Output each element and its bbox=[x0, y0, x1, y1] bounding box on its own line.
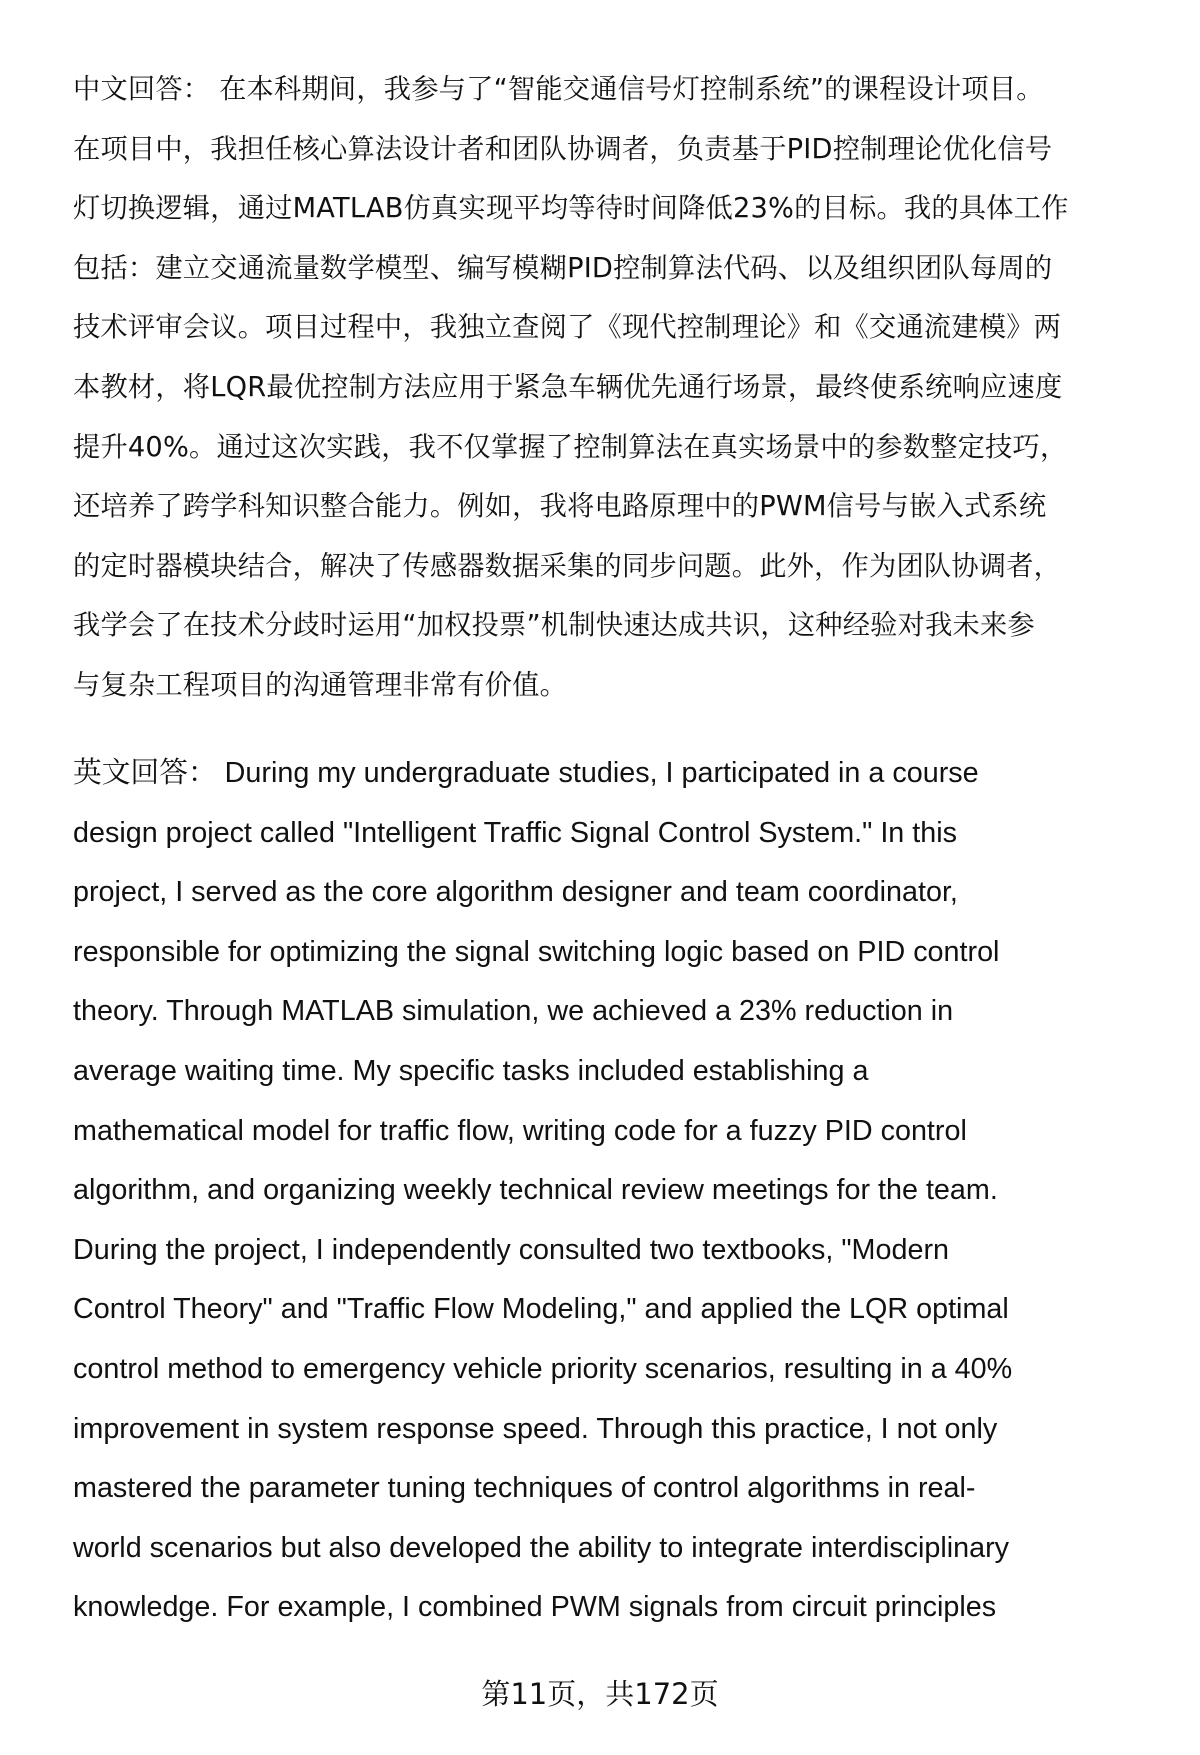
text-line: 我学会了在技术分歧时运用“加权投票”机制快速达成共识，这种经验对我未来参 bbox=[73, 609, 1035, 642]
text-line: 提升40%。通过这次实践，我不仅掌握了控制算法在真实场景中的参数整定技巧， bbox=[73, 430, 1068, 463]
text-line: algorithm, and organizing weekly technical review meetings for the team. bbox=[73, 1174, 998, 1207]
text-line: improvement in system response speed. Through this practice, I not only bbox=[73, 1412, 998, 1445]
text-line: theory. Through MATLAB simulation, we achieved a 23% reduction in bbox=[73, 995, 954, 1028]
text-line: Control Theory" and "Traffic Flow Modeling," and applied the LQR optimal bbox=[73, 1293, 1009, 1326]
text-line: 中文回答： 在本科期间，我参与了“智能交通信号灯控制系统”的课程设计项目。 bbox=[73, 73, 1044, 105]
text-line: knowledge. For example, I combined PWM signals from circuit principles bbox=[73, 1591, 997, 1624]
chinese-answer-paragraph bbox=[73, 60, 1173, 716]
text-line: control method to emergency vehicle priority scenarios, resulting in a 40% bbox=[73, 1352, 1013, 1385]
text-line: 的定时器模块结合，解决了传感器数据采集的同步问题。此外，作为团队协调者， bbox=[73, 549, 1062, 582]
text-line: 与复杂工程项目的沟通管理非常有价值。 bbox=[73, 668, 568, 701]
text-line: 包括：建立交通流量数学模型、编写模糊PID控制算法代码、以及组织团队每周的 bbox=[73, 251, 1053, 284]
text-line: responsible for optimizing the signal switching logic based on PID control bbox=[73, 935, 1000, 968]
text-line: project, I served as the core algorithm designer and team coordinator, bbox=[73, 876, 958, 909]
text-line: 还培养了跨学科知识整合能力。例如，我将电路原理中的PWM信号与嵌入式系统 bbox=[73, 490, 1047, 523]
text-line: 本教材，将LQR最优控制方法应用于紧急车辆优先通行场景，最终使系统响应速度 bbox=[73, 370, 1063, 403]
text-line: mastered the parameter tuning techniques of control algorithms in real- bbox=[73, 1472, 976, 1505]
english-answer-paragraph bbox=[73, 744, 1173, 1638]
text-line: 灯切换逻辑，通过MATLAB仿真实现平均等待时间降低23%的目标。我的具体工作 bbox=[73, 192, 1069, 225]
text-line: 技术评审会议。项目过程中，我独立查阅了《现代控制理论》和《交通流建模》两 bbox=[73, 311, 1062, 344]
text-line: 在项目中，我担任核心算法设计者和团队协调者，负责基于PID控制理论优化信号 bbox=[73, 132, 1053, 165]
text-line: During the project, I independently consulted two textbooks, "Modern bbox=[73, 1233, 950, 1266]
text-line: mathematical model for traffic flow, writing code for a fuzzy PID control bbox=[73, 1114, 967, 1147]
text-line: average waiting time. My specific tasks included establishing a bbox=[73, 1054, 869, 1087]
page-number: 第11页，共172页 bbox=[481, 1677, 719, 1711]
text-line: world scenarios but also developed the ability to integrate interdisciplinary bbox=[73, 1531, 1010, 1564]
text-line: design project called "Intelligent Traffic Signal Control System." In this bbox=[73, 816, 957, 849]
text-line: 英文回答： During my undergraduate studies, I participated in a course bbox=[73, 757, 979, 789]
